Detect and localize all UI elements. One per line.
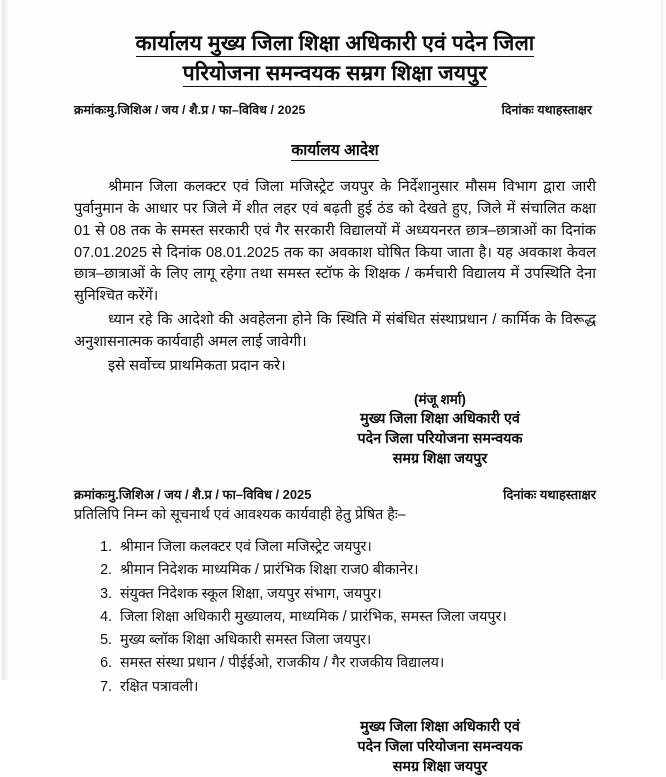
letterhead-line-1-text: कार्यालय मुख्य जिला शिक्षा अधिकारी एवं पदेन जिला (135, 32, 535, 55)
body-paragraph-1 (74, 177, 596, 308)
copy-reference-number: क्रमांकःमु.जिशिअ / जय / शै.प्र / फा–विविध / 2025 (74, 486, 312, 502)
letterhead-line-2 (74, 60, 596, 88)
signature-block-primary (290, 390, 590, 469)
list-item: 3. संयुक्त निदेशक स्कूल शिक्षा, जयपुर संभाग, जयपुर। (116, 583, 596, 606)
signatory-role-line-3: समग्र शिक्षा जयपुर (392, 450, 488, 467)
list-item: 7. रक्षित पत्रावली। (116, 676, 596, 699)
signatory-role-line-1: मुख्य जिला शिक्षा अधिकारी एवं (360, 410, 520, 427)
list-item: 5. मुख्य ब्लॉक शिक्षा अधिकारी समस्त जिला जयपुर। (116, 629, 596, 652)
signature-block-secondary (290, 717, 590, 777)
document-subject-text: कार्यालय आदेश (291, 141, 379, 159)
list-item: 4. जिला शिक्षा अधिकारी मुख्यालय, माध्यमिक / प्रारंभिक, समस्त जिला जयपुर। (116, 606, 596, 629)
copy-reference-row (74, 485, 596, 503)
list-item: 6. समस्त संस्था प्रधान / पीईईओ, राजकीय / गैर राजकीय विद्यालय। (116, 652, 596, 675)
body-paragraph-2 (74, 310, 596, 354)
body-paragraph-3 (74, 356, 596, 378)
list-item: 1. श्रीमान जिला कलक्टर एवं जिला मजिस्ट्रेट जयपुर। (116, 536, 596, 559)
body-paragraph-1-text: श्रीमान जिला कलक्टर एवं जिला मजिस्ट्रेट जयपुर के निर्देशानुसार मौसम विभाग द्वारा जारी पुर्वानुमान के आधार पर जिले में शीत लहर एवं बढ़ती हुई ठंड को देखते हुए, जिले में संचालित कक्षा 01 से 08 तक के समस्त सरकारी एवं गैर सरकारी विद्यालयों में अध्ययनरत छात्र–छात्राओं का दिनांक 07.01.2025 से दिनांक 08.01.2025 तक का अवकाश घोषित किया जाता है। यह अवकाश केवल छात्र–छात्राओं के लिए लागू रहेगा तथा समस्त स्टॉफ के शिक्षक / कर्मचारी विद्यालय में उपस्थिति देना सुनिश्चित करेंगें। (74, 178, 596, 305)
signatory-role-line-1: मुख्य जिला शिक्षा अधिकारी एवं (360, 719, 520, 736)
signatory-name: (मंजू शर्मा) (414, 391, 466, 407)
reference-date: दिनांकः यथाहस्ताक्षर (501, 102, 592, 117)
letterhead-line-1 (74, 30, 596, 58)
scan-edge-left (0, 0, 8, 680)
body-paragraph-3-text: इसे सर्वोच्च प्राथमिकता प्रदान करे। (108, 357, 286, 374)
signatory-role-line-3: समग्र शिक्षा जयपुर (392, 759, 488, 776)
signatory-role-line-2: पदेन जिला परियोजना समन्वयक (357, 739, 523, 756)
document-body (74, 177, 596, 378)
body-paragraph-2-text: ध्यान रहे कि आदेशो की अवहेलना होने कि स्थिति में संबंधित संस्थाप्रधान / कार्मिक के विरूद्ध अनुशासनात्मक कार्यवाही अमल लाई जावेगी। (74, 312, 596, 351)
scan-edge-right (660, 0, 666, 680)
signatory-role-line-2: पदेन जिला परियोजना समन्वयक (357, 430, 523, 447)
document-content (74, 0, 596, 776)
copy-distribution-intro: प्रतिलिपि निम्न को सूचनार्थ एवं आवश्यक कार्यवाही हेतु प्रेषित हैः– (74, 506, 406, 523)
document-subject-heading (74, 138, 596, 160)
copy-reference-date: दिनांकः यथाहस्ताक्षर (503, 486, 596, 502)
reference-row (74, 101, 596, 118)
copy-distribution-list (74, 536, 596, 699)
letterhead-line-2-text: परियोजना समन्वयक सम्रग शिक्षा जयपुर (182, 61, 488, 85)
letterhead (74, 0, 596, 88)
reference-number: क्रमांकःमु.जिशिअ / जय / शै.प्र / फा–विविध / 2025 (74, 102, 306, 117)
list-item: 2. श्रीमान निदेशक माध्यमिक / प्रारंभिक शिक्षा राज0 बीकानेर। (116, 559, 596, 582)
